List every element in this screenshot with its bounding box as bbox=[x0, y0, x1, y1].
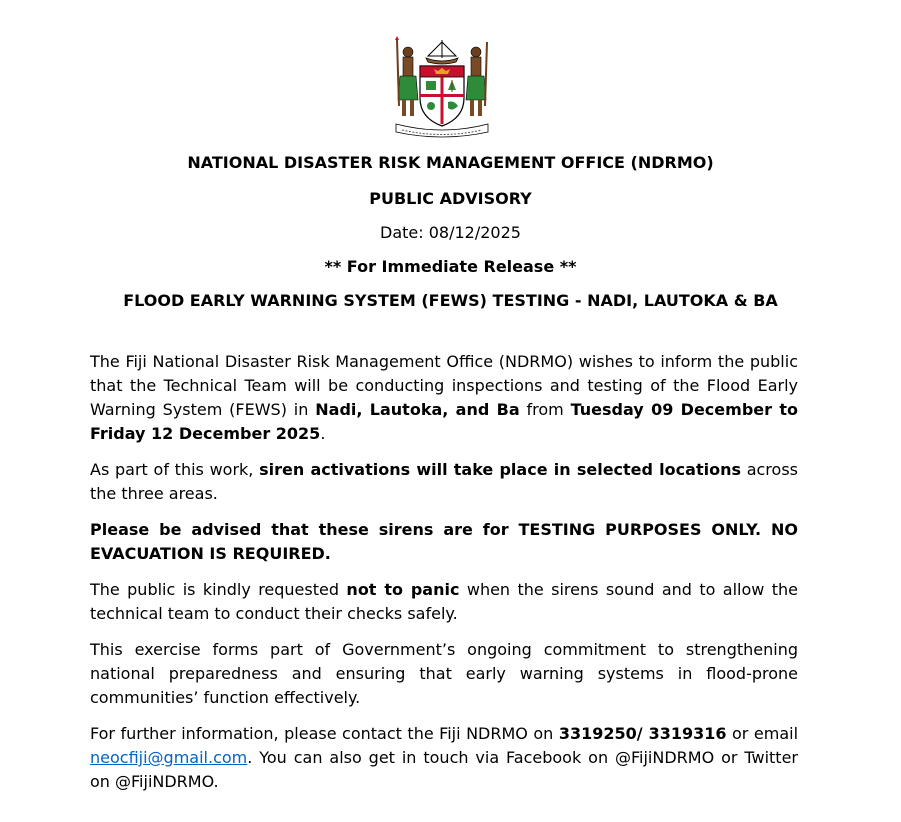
p2-siren-activations: siren activations will take place in selected locations bbox=[259, 460, 741, 479]
paragraph-intro bbox=[90, 350, 798, 446]
p1-locations: Nadi, Lautoka, and Ba bbox=[315, 400, 520, 419]
p6-text-3: . You can also get in touch via Facebook on @FijiNDRMO or Twitter on @FijiNDRMO. bbox=[90, 748, 798, 791]
p5-text-1: This exercise forms part of Government’s ongoing commitment to strengthening national preparedness and ensuring that early warning systems in flood-prone communities’ function effectively. bbox=[90, 640, 798, 707]
advisory-subject: FLOOD EARLY WARNING SYSTEM (FEWS) TESTING - NADI, LAUTOKA & BA bbox=[123, 291, 778, 310]
paragraph-commitment bbox=[90, 638, 798, 710]
paragraph-testing-notice bbox=[90, 518, 798, 566]
org-title: NATIONAL DISASTER RISK MANAGEMENT OFFICE (NDRMO) bbox=[187, 153, 714, 172]
advisory-body bbox=[90, 350, 798, 806]
p2-text-1: As part of this work, bbox=[90, 460, 260, 479]
advisory-date: Date: 08/12/2025 bbox=[380, 223, 521, 242]
p3-testing-only: Please be advised that these sirens are for TESTING PURPOSES ONLY. NO EVACUATION IS REQUIRED. bbox=[90, 520, 798, 563]
p1-dates: Tuesday 09 December to Friday 12 December 2025 bbox=[90, 400, 798, 443]
p6-text-1: For further information, please contact the Fiji NDRMO on bbox=[90, 724, 559, 743]
right-warrior bbox=[466, 42, 487, 116]
paragraph-contact bbox=[90, 722, 798, 794]
release-note: ** For Immediate Release ** bbox=[324, 257, 577, 276]
shield bbox=[420, 66, 464, 126]
fiji-coat-of-arms-icon bbox=[388, 36, 496, 138]
p4-text-1: The public is kindly requested bbox=[90, 580, 347, 599]
paragraph-no-panic bbox=[90, 578, 798, 626]
p4-text-2: when the sirens sound and to allow the technical team to conduct their checks safely. bbox=[90, 580, 798, 623]
p1-text-1: The Fiji National Disaster Risk Management Office (NDRMO) wishes to inform the public that the Technical Team will be conducting inspections and testing of the Flood Early Warning System (FEWS) in bbox=[90, 352, 798, 419]
left-warrior bbox=[395, 36, 418, 116]
canoe-crest bbox=[426, 40, 458, 64]
p1-text-3: . bbox=[320, 424, 326, 443]
email-link[interactable]: neocfiji@gmail.com bbox=[90, 748, 248, 767]
paragraph-siren bbox=[90, 458, 798, 506]
advisory-title: PUBLIC ADVISORY bbox=[369, 189, 532, 208]
p4-not-to-panic: not to panic bbox=[346, 580, 460, 599]
p2-text-2: across the three areas. bbox=[90, 460, 798, 503]
p1-text-2: from bbox=[519, 400, 571, 419]
p6-phone-numbers: 3319250/ 3319316 bbox=[558, 724, 727, 743]
p6-text-2: or email bbox=[726, 724, 799, 743]
